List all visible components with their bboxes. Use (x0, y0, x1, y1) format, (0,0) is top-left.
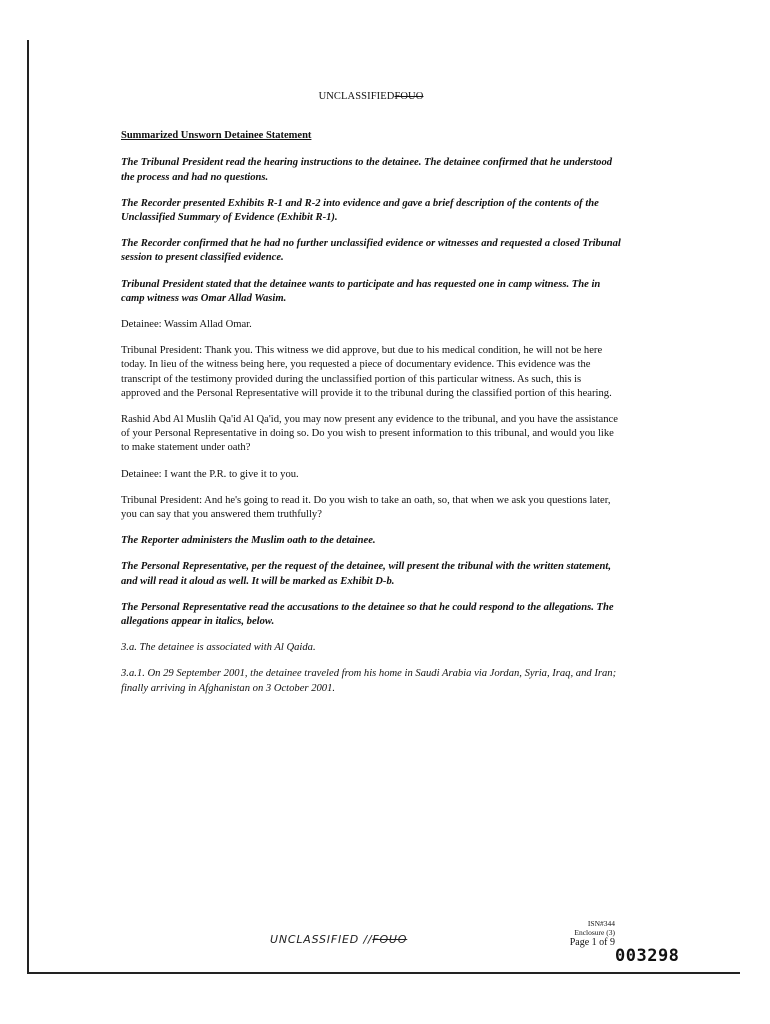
paragraph-accusations: The Personal Representative read the accusations to the detainee so that he could respond to the allegations. The allegations appear in italics, below. (121, 601, 614, 628)
paragraph-written-statement: The Personal Representative, per the request of the detainee, will present the tribunal with the written statement, and will read it aloud as well. It will be marked as Exhibit D-b. (121, 561, 611, 587)
paragraph-instructions: The Tribunal President read the hearing instructions to the detainee. The detainee confirmed that he understood the process and had no questions. (121, 157, 613, 183)
classification-struck: FOUO (394, 91, 424, 102)
paragraph-recorder: The Recorder confirmed that he had no further unclassified evidence or witnesses and requested a closed Tribunal session to present classified evidence. (121, 238, 621, 264)
enclosure-label: Enclosure (3) (574, 928, 615, 937)
handwritten-classification (270, 933, 407, 946)
section-title: Summarized Unsworn Detainee Statement (121, 130, 312, 142)
bates-number: 003298 (615, 946, 680, 966)
paragraph-president-witness: Tribunal President: Thank you. This witness we did approve, but due to his medical condition, he will not be here today. In lieu of the witness being here, you requested a piece of documentary evidence. This evidence was the transcript of the testimony provided during the unclassified portion of this particular witness. As such, this is approved and the Personal Representative will provide it to the tribunal during the classified portion of this hearing. (121, 345, 612, 399)
bottom-margin-rule (27, 972, 740, 974)
paragraph-witness-request: Tribunal President stated that the detainee wants to participate and has requested one in camp witness. The in camp witness was Omar Allad Wasim. (121, 278, 601, 304)
paragraph-detainee-name: Detainee: Wassim Allad Omar. (121, 319, 252, 331)
left-margin-rule (27, 40, 29, 972)
paragraph-oath: The Reporter administers the Muslim oath to the detainee. (121, 535, 376, 547)
paragraph-detainee-response: Detainee: I want the P.R. to give it to you. (121, 468, 299, 480)
handwritten-classification-struck: FOUO (372, 933, 408, 946)
page-number: Page 1 of 9 (569, 937, 615, 948)
isn-number: ISN#344 (587, 919, 615, 928)
paragraph-president-evidence: Rashid Abd Al Muslih Qa'id Al Qa'id, you may now present any evidence to the tribunal, and you have the assistance of your Personal Representative in doing so. Do you wish to present information to this tribunal, and would you like to make statement under oath? (121, 414, 618, 454)
classification-main: UNCLASSIFIED (318, 91, 395, 102)
allegation-3a: 3.a. The detainee is associated with Al Qaida. (121, 642, 316, 654)
allegation-3a1: 3.a.1. On 29 September 2001, the detainee traveled from his home in Saudi Arabia via Jordan, Syria, Iraq, and Iran; finally arriving in Afghanistan on 3 October 2001. (121, 668, 617, 694)
paragraph-president-oath: Tribunal President: And he's going to read it. Do you wish to take an oath, so, that when we ask you questions later, you can say that you answered them truthfully? (121, 494, 611, 521)
handwritten-classification-main: UNCLASSIFIED // (270, 933, 373, 946)
document-page (121, 90, 621, 708)
paragraph-exhibits: The Recorder presented Exhibits R-1 and R-2 into evidence and gave a brief description of the contents of the Unclassified Summary of Evidence (Exhibit R-1). (121, 197, 599, 224)
classification-header (121, 90, 621, 104)
footer-page-info (525, 919, 615, 949)
